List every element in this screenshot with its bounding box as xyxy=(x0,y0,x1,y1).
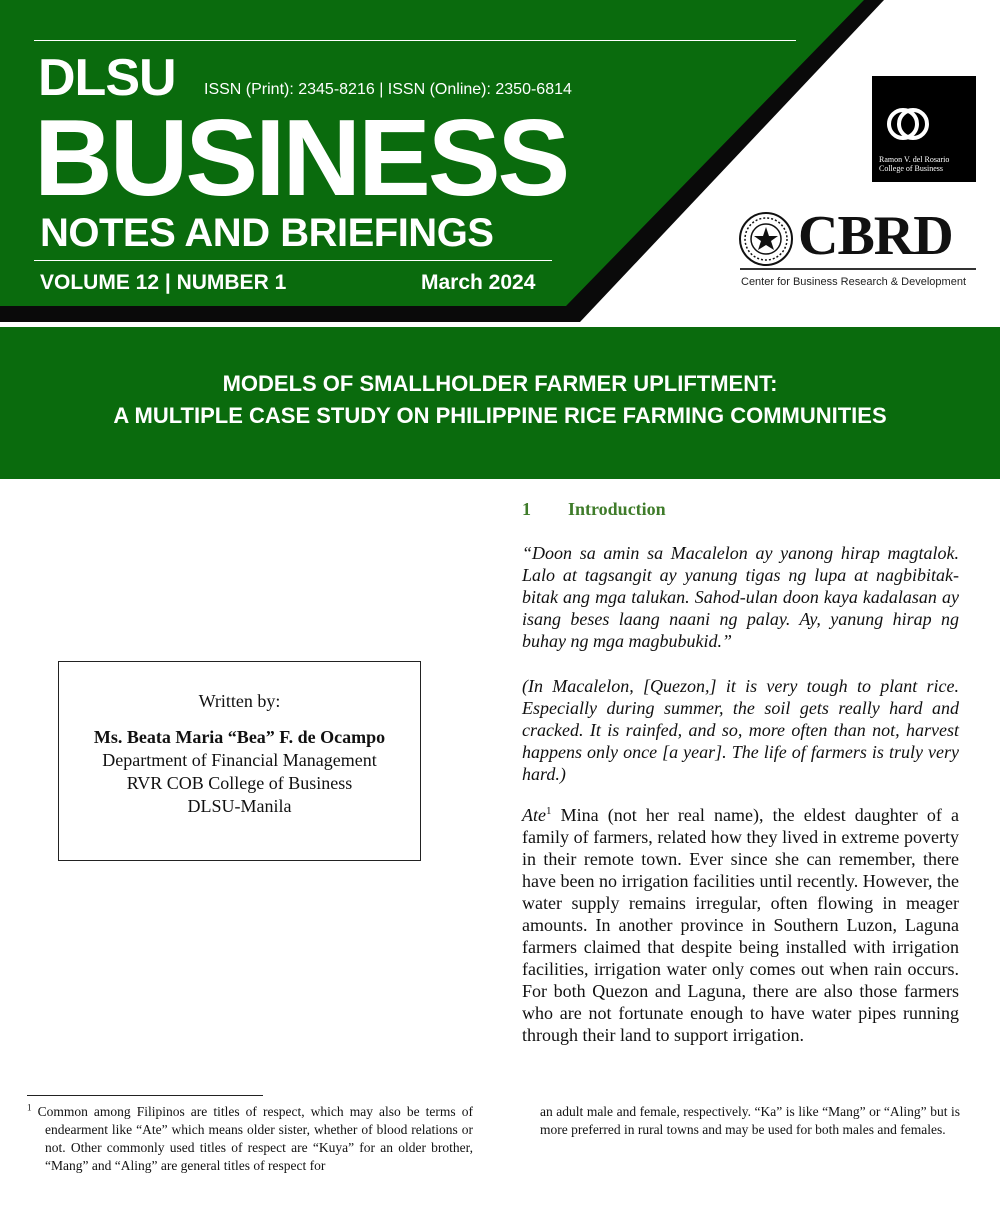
author-college: RVR COB College of Business xyxy=(126,773,353,793)
author-department: Department of Financial Management xyxy=(102,750,377,770)
college-logo xyxy=(872,76,976,182)
issue-date: March 2024 xyxy=(421,271,536,294)
article-title-line1: MODELS OF SMALLHOLDER FARMER UPLIFTMENT: xyxy=(222,371,778,396)
header-top-rule xyxy=(34,40,796,41)
body-paragraph xyxy=(522,804,959,1046)
footnote-marker: 1 xyxy=(27,1102,32,1113)
volume-number: VOLUME 12 | NUMBER 1 xyxy=(40,271,287,294)
college-logo-line2: College of Business xyxy=(879,164,943,173)
issn-text: ISSN (Print): 2345-8216 | ISSN (Online): 2350-6814 xyxy=(204,81,572,98)
body-paragraph-text: Mina (not her real name), the eldest daughter of a family of farmers, related how they lived in extreme poverty in their remote town. Ever since she can remember, there have been no irrigation facilities until recently. However, the water supply remains irregular, often flowing in meager amounts. In another province in Southern Luzon, Laguna farmers claimed that despite being installed with irrigation facilities, irrigation water only comes out when rain occurs. For both Quezon and Laguna, there are also those farmers who are not fortunate enough to have water pipes running through their land to support irrigation. xyxy=(522,805,959,1045)
ate-term: Ate xyxy=(522,805,546,825)
footnote-reference[interactable]: 1 xyxy=(546,805,552,817)
brand-main-title: BUSINESS xyxy=(34,97,568,219)
college-logo-line1: Ramon V. del Rosario xyxy=(879,155,950,164)
author-campus: DLSU-Manila xyxy=(187,796,292,816)
footnote-left-body: Common among Filipinos are titles of respect, which may also be terms of endearment like “Ate” which means older sister, whether of blood relations or not. Other commonly used titles of respect are “Kuya” for an older brother, “Mang” and “Aling” are general titles of respect for xyxy=(31,1104,473,1173)
university-seal-icon xyxy=(738,211,794,267)
section-number: 1 xyxy=(522,499,531,519)
center-name: Center for Business Research & Development xyxy=(741,276,966,288)
brand-subtitle: NOTES AND BRIEFINGS xyxy=(40,211,494,255)
author-box xyxy=(58,661,421,861)
brand-name: DLSU xyxy=(38,49,176,107)
header-bottom-rule xyxy=(34,260,552,261)
journal-header xyxy=(0,0,1000,322)
footnote-text-right: an adult male and female, respectively. “Ka” is like “Mang” or “Aling” but is more preferred in rural towns and may be used for both males and females. xyxy=(540,1104,960,1137)
center-acronym: CBRD xyxy=(798,205,953,267)
footnote-text-left xyxy=(27,1103,473,1175)
section-title: Introduction xyxy=(568,499,666,519)
section-heading-introduction xyxy=(522,499,666,520)
author-name: Ms. Beata Maria “Bea” F. de Ocampo xyxy=(93,727,386,747)
center-logo-rule xyxy=(740,268,976,270)
quote-english-translation: (In Macalelon, [Quezon,] it is very tough to plant rice. Especially during summer, the soil gets really hard and cracked. It is rainfed, and so, more often than not, harvest happens only once [a year]. The life of farmers is truly very hard.) xyxy=(522,676,959,784)
quote-tagalog: “Doon sa amin sa Macalelon ay yanong hirap magtalok. Lalo at tagsangit ay yanung tigas ng lupa at nagbibitak-bitak ang mga talukan. Sahod-ulan doon kaya kadalasan ay isang beses laang naani ng palay. Ay, yanung hirap ng buhay ng mga magbubukid.” xyxy=(522,543,959,651)
footnote-separator xyxy=(27,1095,263,1096)
article-title-band xyxy=(0,327,1000,479)
written-by-label: Written by: xyxy=(198,691,281,711)
article-title-line2: A MULTIPLE CASE STUDY ON PHILIPPINE RICE FARMING COMMUNITIES xyxy=(113,403,887,428)
college-emblem-icon xyxy=(886,102,930,146)
